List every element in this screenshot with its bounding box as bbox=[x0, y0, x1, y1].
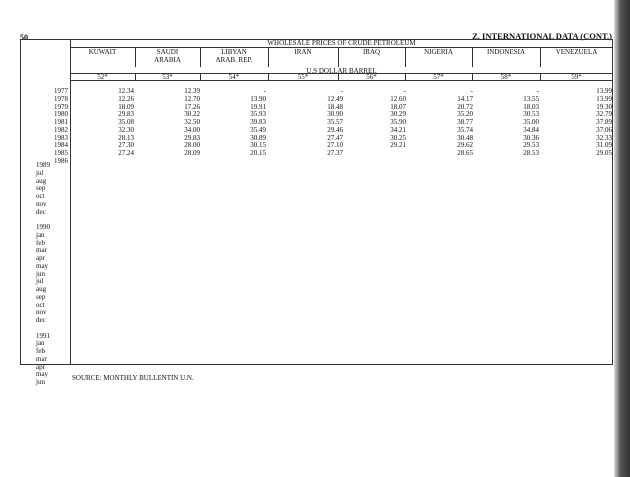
table-cell: - bbox=[263, 87, 266, 95]
month-label: aug bbox=[36, 285, 47, 293]
month-label: apr bbox=[36, 254, 45, 262]
table-cell: 29.53 bbox=[523, 141, 539, 150]
column-values bbox=[366, 88, 406, 166]
table-cell: 34.84 bbox=[523, 125, 539, 134]
month-label: nov bbox=[36, 199, 47, 208]
table-cell: - bbox=[536, 87, 539, 95]
table-title: WHOLESALE PRICES OF CRUDE PETROLEUM bbox=[267, 39, 416, 47]
table-cell: 35.74 bbox=[457, 125, 473, 134]
column-code: 53* bbox=[162, 73, 173, 81]
year-labels bbox=[20, 88, 68, 166]
table-cell: 35.20 bbox=[457, 110, 473, 119]
table-cell bbox=[303, 158, 343, 166]
table-cell: 18.09 bbox=[118, 102, 134, 111]
column-code: 54* bbox=[228, 73, 240, 81]
table-cell: 13.99 bbox=[596, 87, 612, 95]
year-label: 1978 bbox=[54, 94, 68, 103]
table-cell bbox=[433, 158, 473, 166]
table-cell: 18.48 bbox=[327, 102, 343, 111]
table-cell: 34.21 bbox=[390, 125, 406, 134]
table-cell: 28.00 bbox=[184, 141, 200, 150]
column-header: IRAN bbox=[294, 48, 312, 56]
column-values bbox=[572, 88, 612, 166]
page-number: 50 bbox=[20, 33, 28, 42]
table-cell bbox=[572, 158, 612, 166]
table-cell: 35.57 bbox=[327, 118, 343, 126]
table-cell: 38.77 bbox=[457, 118, 473, 126]
table-cell: 39.83 bbox=[250, 118, 266, 126]
table-cell: 27.37 bbox=[327, 149, 343, 157]
year-label: 1982 bbox=[54, 125, 68, 134]
year-label: 1979 bbox=[54, 102, 68, 111]
table-cell: - bbox=[470, 87, 473, 95]
month-label: mar bbox=[36, 354, 47, 363]
column-header: KUWAIT bbox=[88, 48, 117, 56]
column-code: 55* bbox=[297, 73, 309, 81]
month-label: sep bbox=[36, 292, 46, 301]
column-header: VENEZUELA bbox=[555, 48, 598, 56]
column-values bbox=[499, 88, 539, 166]
column-header: LIBYAN ARAB. REP. bbox=[215, 48, 253, 64]
table-cell: 30.29 bbox=[390, 110, 406, 119]
table-cell: 19.91 bbox=[250, 102, 266, 111]
table-cell: 30.53 bbox=[523, 110, 539, 119]
table-cell: 20.72 bbox=[457, 102, 473, 111]
column-values bbox=[226, 88, 266, 166]
table-cell: 32.30 bbox=[118, 125, 134, 134]
month-label: oct bbox=[36, 192, 45, 200]
table-cell: 19.30 bbox=[596, 102, 612, 111]
table-cell: 27.47 bbox=[327, 133, 343, 142]
page-edge-shadow bbox=[614, 0, 630, 477]
table-cell: 12.60 bbox=[390, 94, 406, 103]
table-cell: 17.26 bbox=[184, 102, 200, 111]
column-code: 56* bbox=[366, 73, 377, 81]
month-label: jul bbox=[36, 168, 44, 177]
year-label: 1977 bbox=[54, 87, 68, 95]
table-cell: 29.62 bbox=[457, 141, 473, 150]
table-cell: 27.30 bbox=[118, 141, 134, 150]
table-cell: 30.48 bbox=[457, 133, 473, 142]
table-cell: 12.39 bbox=[184, 87, 200, 95]
table-cell: 13.90 bbox=[250, 94, 266, 103]
table-cell: 27.24 bbox=[118, 149, 134, 157]
month-label: mar bbox=[36, 246, 47, 255]
table-cell: 35.93 bbox=[250, 110, 266, 119]
month-label: jun bbox=[36, 378, 45, 386]
month-label: jan bbox=[36, 339, 45, 348]
column-header: IRAQ bbox=[362, 48, 381, 56]
table-cell: 35.08 bbox=[118, 118, 134, 126]
column-code: 58* bbox=[500, 73, 512, 81]
month-label: aug bbox=[36, 176, 47, 185]
table-cell bbox=[499, 158, 539, 166]
table-cell: 35.90 bbox=[390, 118, 406, 126]
table-cell: 30.22 bbox=[184, 110, 200, 119]
year-label: 1985 bbox=[54, 149, 68, 157]
table-cell bbox=[160, 158, 200, 166]
year-label: 1984 bbox=[54, 141, 68, 150]
table-cell: 20.15 bbox=[250, 149, 266, 157]
column-values bbox=[94, 88, 134, 166]
table-cell: 30.25 bbox=[390, 133, 406, 142]
table-cell bbox=[94, 158, 134, 166]
table-cell: 29.83 bbox=[118, 110, 134, 119]
table-cell: 30.36 bbox=[523, 133, 539, 142]
table-cell bbox=[226, 158, 266, 166]
month-labels bbox=[36, 162, 50, 387]
year-label: 1983 bbox=[54, 133, 68, 142]
table-cell bbox=[366, 158, 406, 166]
month-label: dec bbox=[36, 207, 46, 216]
table-cell: 28.65 bbox=[457, 149, 473, 157]
year-label: 1980 bbox=[54, 110, 68, 119]
month-label: 1991 bbox=[36, 331, 50, 340]
table-cell: 32.79 bbox=[596, 110, 612, 119]
table-cell: 12.49 bbox=[327, 94, 343, 103]
month-label: jun bbox=[36, 269, 45, 278]
table-cell: 28.53 bbox=[523, 149, 539, 157]
table-cell: 30.89 bbox=[250, 133, 266, 142]
table-cell: 29.05 bbox=[596, 149, 612, 157]
column-values bbox=[160, 88, 200, 166]
table-cell: 12.70 bbox=[184, 94, 200, 103]
month-label: 1989 bbox=[36, 161, 50, 169]
table-cell bbox=[366, 150, 406, 158]
table-cell: 13.55 bbox=[523, 94, 539, 103]
month-label: may bbox=[36, 370, 49, 379]
month-label: dec bbox=[36, 316, 46, 324]
column-header: INDONESIA bbox=[486, 48, 526, 56]
table-cell: - bbox=[340, 87, 343, 95]
source-note: SOURCE: MONTHLY BULLENTIN U.N. bbox=[72, 374, 194, 382]
table-cell: 29.83 bbox=[184, 133, 200, 142]
month-label: oct bbox=[36, 300, 45, 309]
table-cell: 30.15 bbox=[250, 141, 266, 150]
year-label: 1981 bbox=[54, 118, 68, 126]
column-header: NIGERIA bbox=[424, 48, 453, 56]
month-label: may bbox=[36, 261, 49, 270]
row-label-divider bbox=[70, 39, 71, 365]
table-cell: 29.21 bbox=[390, 141, 406, 150]
table-cell: 35.49 bbox=[250, 125, 266, 134]
column-code: 57* bbox=[433, 73, 444, 81]
column-values bbox=[303, 88, 343, 166]
year-label: 1986 bbox=[54, 156, 68, 165]
table-cell: 31.09 bbox=[596, 141, 612, 150]
section-title: Z. INTERNATIONAL DATA (CONT.) bbox=[472, 31, 612, 41]
table-cell: 32.33 bbox=[596, 133, 612, 142]
column-header: SAUDI ARABIA bbox=[154, 48, 181, 64]
table-cell: 37.06 bbox=[596, 125, 612, 134]
month-label: jan bbox=[36, 230, 45, 239]
table-cell: 35.00 bbox=[523, 118, 539, 126]
month-label: nov bbox=[36, 308, 47, 317]
column-code: 59* bbox=[571, 73, 582, 81]
month-label: feb bbox=[36, 347, 45, 355]
table-cell: 34.00 bbox=[184, 125, 200, 134]
table-cell: 14.17 bbox=[457, 94, 473, 103]
table-cell: 12.34 bbox=[118, 87, 134, 95]
table-cell: - bbox=[403, 87, 406, 95]
table-cell: 28.13 bbox=[118, 133, 134, 142]
unit-label: U.S DOLLAR BARREL bbox=[306, 67, 377, 75]
table-cell: 28.09 bbox=[184, 149, 200, 157]
table-cell: 12.26 bbox=[118, 94, 134, 103]
column-code: 52* bbox=[97, 73, 108, 81]
column-values bbox=[433, 88, 473, 166]
month-label: feb bbox=[36, 238, 45, 247]
month-label: jul bbox=[36, 277, 44, 286]
month-label: sep bbox=[36, 184, 46, 193]
table-cell: 30.90 bbox=[327, 110, 343, 119]
table-cell: 29.46 bbox=[327, 125, 343, 134]
table-cell: 18.07 bbox=[390, 102, 406, 111]
table-cell: 32.50 bbox=[184, 118, 200, 126]
table-cell: 27.10 bbox=[327, 141, 343, 150]
table-cell: 13.99 bbox=[596, 94, 612, 103]
month-label: 1990 bbox=[36, 223, 50, 231]
month-label: apr bbox=[36, 362, 45, 371]
table-cell: 37.89 bbox=[596, 118, 612, 126]
table-cell: 18.03 bbox=[523, 102, 539, 111]
